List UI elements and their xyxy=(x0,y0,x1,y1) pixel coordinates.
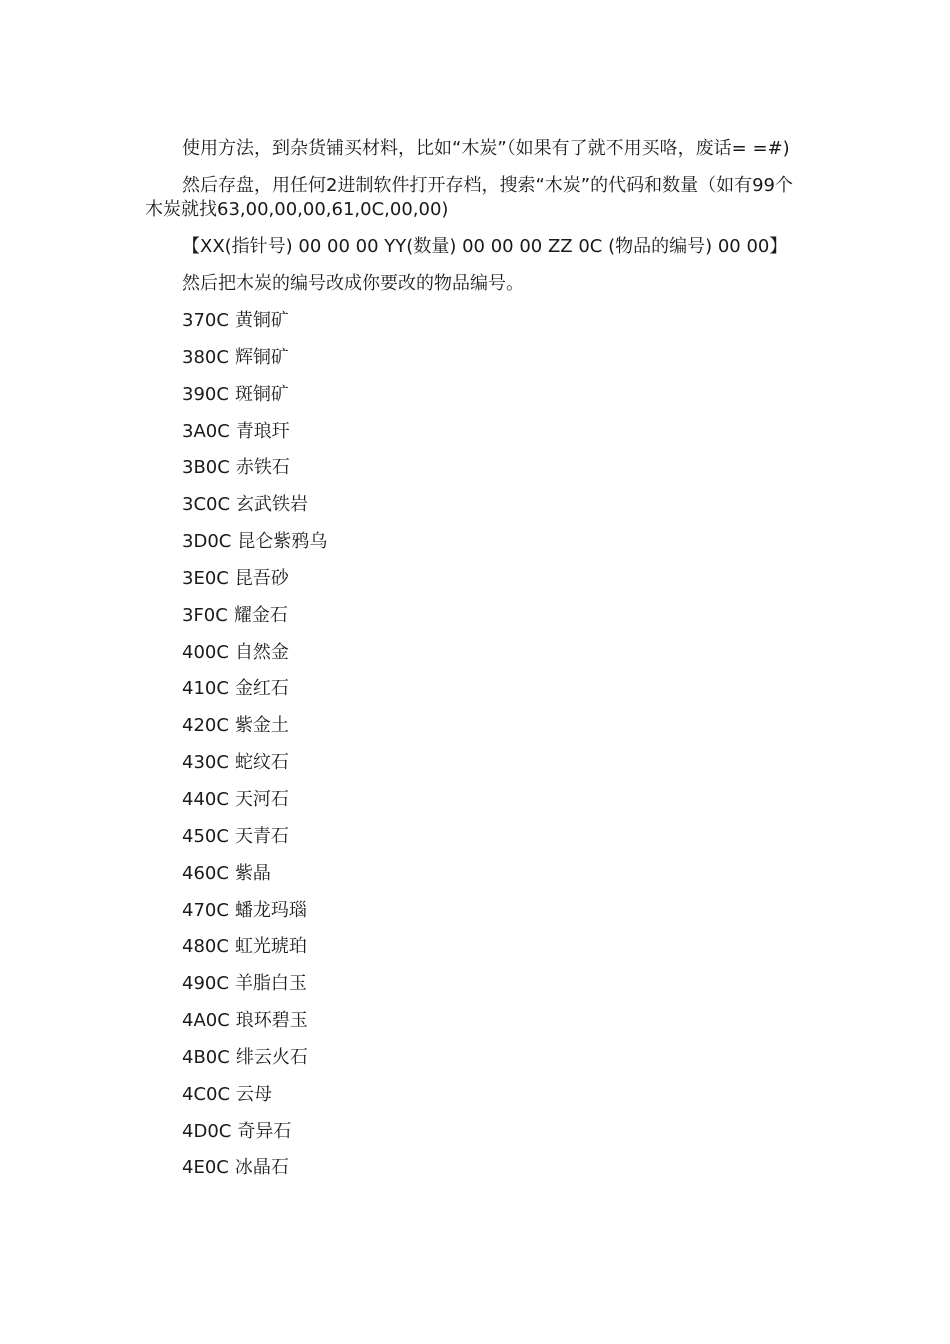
item-code-list xyxy=(145,309,807,1180)
list-item xyxy=(145,383,807,407)
item-code: 450C xyxy=(182,825,229,847)
item-name: 昆仑紫鸦乌 xyxy=(237,531,328,553)
usage-paragraph: 使用方法，到杂货铺买材料，比如“木炭”（如果有了就不用买咯，废话= =#) xyxy=(182,138,790,159)
item-name: 紫金土 xyxy=(234,715,289,737)
list-item xyxy=(145,567,807,591)
item-code: 410C xyxy=(182,678,229,700)
item-name: 羊脂白玉 xyxy=(234,973,307,995)
item-code: 3C0C xyxy=(182,494,231,516)
list-item xyxy=(145,972,807,996)
item-name: 蛇纹石 xyxy=(234,752,289,774)
item-code: 4C0C xyxy=(182,1083,231,1105)
item-code: 390C xyxy=(182,383,229,405)
item-name: 耀金石 xyxy=(233,604,288,626)
save-search-paragraph: 然后存盘，用任何2进制软件打开存档，搜索“木炭”的代码和数量（如有99个木炭就找63,00,00,00,61,0C,00,00) xyxy=(145,175,794,220)
item-name: 云母 xyxy=(236,1083,273,1105)
item-name: 虹光琥珀 xyxy=(234,936,307,958)
item-name: 昆吾砂 xyxy=(234,567,289,589)
item-code: 4E0C xyxy=(182,1157,229,1179)
list-item xyxy=(145,309,807,333)
item-code: 3B0C xyxy=(182,457,230,479)
item-name: 琅环碧玉 xyxy=(235,1010,308,1032)
item-name: 天河石 xyxy=(234,788,289,810)
item-code: 430C xyxy=(182,752,229,774)
list-item xyxy=(145,1083,807,1107)
list-item xyxy=(145,456,807,480)
item-code: 3A0C xyxy=(182,420,230,442)
item-name: 冰晶石 xyxy=(234,1157,289,1179)
item-name: 绯云火石 xyxy=(235,1046,308,1068)
list-item xyxy=(145,751,807,775)
list-item xyxy=(145,1156,807,1180)
item-name: 自然金 xyxy=(234,641,289,663)
item-code: 3F0C xyxy=(182,604,228,626)
list-item xyxy=(145,420,807,444)
list-item xyxy=(145,530,807,554)
item-name: 辉铜矿 xyxy=(234,346,289,368)
list-item xyxy=(145,1120,807,1144)
item-name: 玄武铁岩 xyxy=(236,494,309,516)
list-item xyxy=(145,788,807,812)
document-page xyxy=(145,137,807,1193)
item-name: 蟠龙玛瑙 xyxy=(234,899,307,921)
list-item xyxy=(145,346,807,370)
item-code: 460C xyxy=(182,862,229,884)
list-item xyxy=(145,862,807,886)
item-code: 470C xyxy=(182,899,229,921)
list-item xyxy=(145,604,807,628)
item-code: 4A0C xyxy=(182,1010,230,1032)
list-item xyxy=(145,1046,807,1070)
item-name: 黄铜矿 xyxy=(234,310,289,331)
item-code: 4D0C xyxy=(182,1120,232,1142)
byte-format-paragraph: 【XX(指针号) 00 00 00 YY(数量) 00 00 00 ZZ 0C (物品的编号) 00 00】 xyxy=(182,236,788,257)
list-item xyxy=(145,677,807,701)
replace-instruction-paragraph: 然后把木炭的编号改成你要改的物品编号。 xyxy=(182,273,524,294)
item-code: 420C xyxy=(182,715,229,737)
item-name: 赤铁石 xyxy=(235,457,290,479)
item-name: 紫晶 xyxy=(234,862,271,884)
item-code: 400C xyxy=(182,641,229,663)
item-code: 3E0C xyxy=(182,567,229,589)
item-code: 480C xyxy=(182,936,229,958)
item-code: 3D0C xyxy=(182,531,232,553)
list-item xyxy=(145,493,807,517)
item-code: 440C xyxy=(182,788,229,810)
list-item xyxy=(145,1009,807,1033)
item-name: 奇异石 xyxy=(237,1120,292,1142)
item-code: 490C xyxy=(182,973,229,995)
item-code: 4B0C xyxy=(182,1046,230,1068)
item-code: 370C xyxy=(182,310,229,331)
list-item xyxy=(145,935,807,959)
item-name: 金红石 xyxy=(234,678,289,700)
list-item xyxy=(145,899,807,923)
item-name: 斑铜矿 xyxy=(234,383,289,405)
list-item xyxy=(145,714,807,738)
item-code: 380C xyxy=(182,346,229,368)
list-item xyxy=(145,825,807,849)
list-item xyxy=(145,641,807,665)
item-name: 天青石 xyxy=(234,825,289,847)
item-name: 青琅玕 xyxy=(235,420,290,442)
